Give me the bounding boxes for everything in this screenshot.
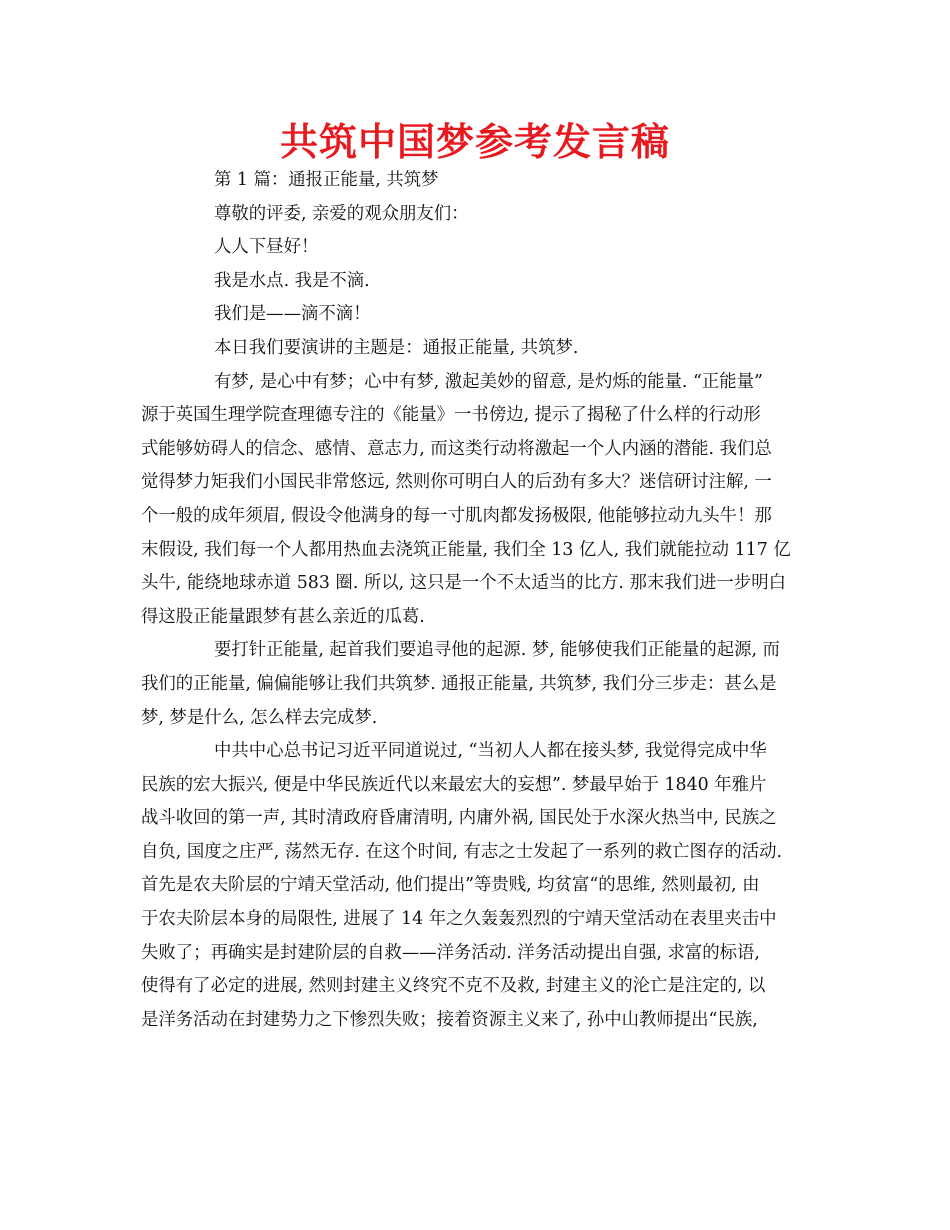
paragraph-line: 梦, 梦是什么, 怎么样去完成梦. [141,707,378,728]
paragraph-line: 要打针正能量, 起首我们要追寻他的起源. 梦, 能够使我们正能量的起源, 而 [214,640,780,661]
paragraph-line: 战斗收回的第一声, 其时清政府昏庸清明, 内庸外祸, 国民处于水深火热当中, 民族之 [141,808,777,829]
paragraph-line: 式能够妨碍人的信念、感情、意志力, 而这类行动将激起一个人内涵的潜能. 我们总 [141,438,772,459]
paragraph-line: 个一般的成年须眉, 假设令他满身的每一寸肌肉都发扬极限, 他能够拉动九头牛！那 [141,505,772,526]
paragraph-line: 失败了；再确实是封建阶层的自救——洋务活动. 洋务活动提出自强, 求富的标语, [141,942,760,963]
paragraph [141,735,811,1037]
intro-line: 本日我们要演讲的主题是：通报正能量, 共筑梦. [214,337,579,358]
paragraph-line: 于农夫阶层本身的局限性, 进展了 14 年之久轰轰烈烈的宁靖天堂活动在表里夹击中 [141,909,777,930]
intro-line: 人人下昼好！ [214,237,319,258]
paragraph-line: 使得有了必定的进展, 然则封建主义终究不克不及救, 封建主义的沦亡是注定的, 以 [141,976,766,997]
paragraph-line: 民族的宏大振兴, 便是中华民族近代以来最宏大的妄想”. 梦最早始于 1840 年雅片 [141,774,767,795]
paragraph-line: 末假设, 我们每一个人都用热血去浇筑正能量, 我们全 13 亿人, 我们就能拉动 117 亿 [141,539,791,560]
paragraph-line: 中共中心总书记习近平同道说过, “当初人人都在接头梦, 我觉得完成中华 [214,741,767,762]
intro-line: 尊敬的评委, 亲爱的观众朋友们： [214,203,469,224]
intro-line: 第 1 篇：通报正能量, 共筑梦 [214,170,439,190]
document-body [141,164,811,1037]
intro-line: 我们是——滴不滴！ [214,304,371,325]
document-title: 共筑中国梦参考发言稿 [279,120,670,164]
intro-line: 我是水点. 我是不滴. [214,270,370,291]
paragraph [141,634,811,735]
paragraph-line: 自负, 国度之庄严, 荡然无存. 在这个时间, 有志之士发起了一系列的救亡图存的活动. [141,841,783,862]
paragraph-line: 有梦, 是心中有梦；心中有梦, 激起美妙的留意, 是灼烁的能量. “正能量” [214,371,763,392]
paragraph-line: 首先是农夫阶层的宁靖天堂活动, 他们提出”等贵贱, 均贫富“的思维, 然则最初, 由 [141,875,760,896]
paragraph-line: 我们的正能量, 偏偏能够让我们共筑梦. 通报正能量, 共筑梦, 我们分三步走：甚么是 [141,673,777,694]
paragraph [141,366,811,635]
paragraph-line: 源于英国生理学院查理德专注的《能量》一书傍边, 提示了揭秘了什么样的行动形 [141,405,761,426]
paragraph-line: 觉得梦力矩我们小国民非常悠远, 然则你可明白人的后劲有多大？迷信研讨注解, 一 [141,472,772,493]
paragraph-line: 得这股正能量跟梦有甚么亲近的瓜葛. [141,606,425,627]
paragraph-line: 是洋务活动在封建势力之下惨烈失败；接着资源主义来了, 孙中山教师提出“民族, [141,1009,758,1030]
paragraph-line: 头牛, 能绕地球赤道 583 圈. 所以, 这只是一个不太适当的比方. 那末我们进一步明白 [141,573,786,594]
